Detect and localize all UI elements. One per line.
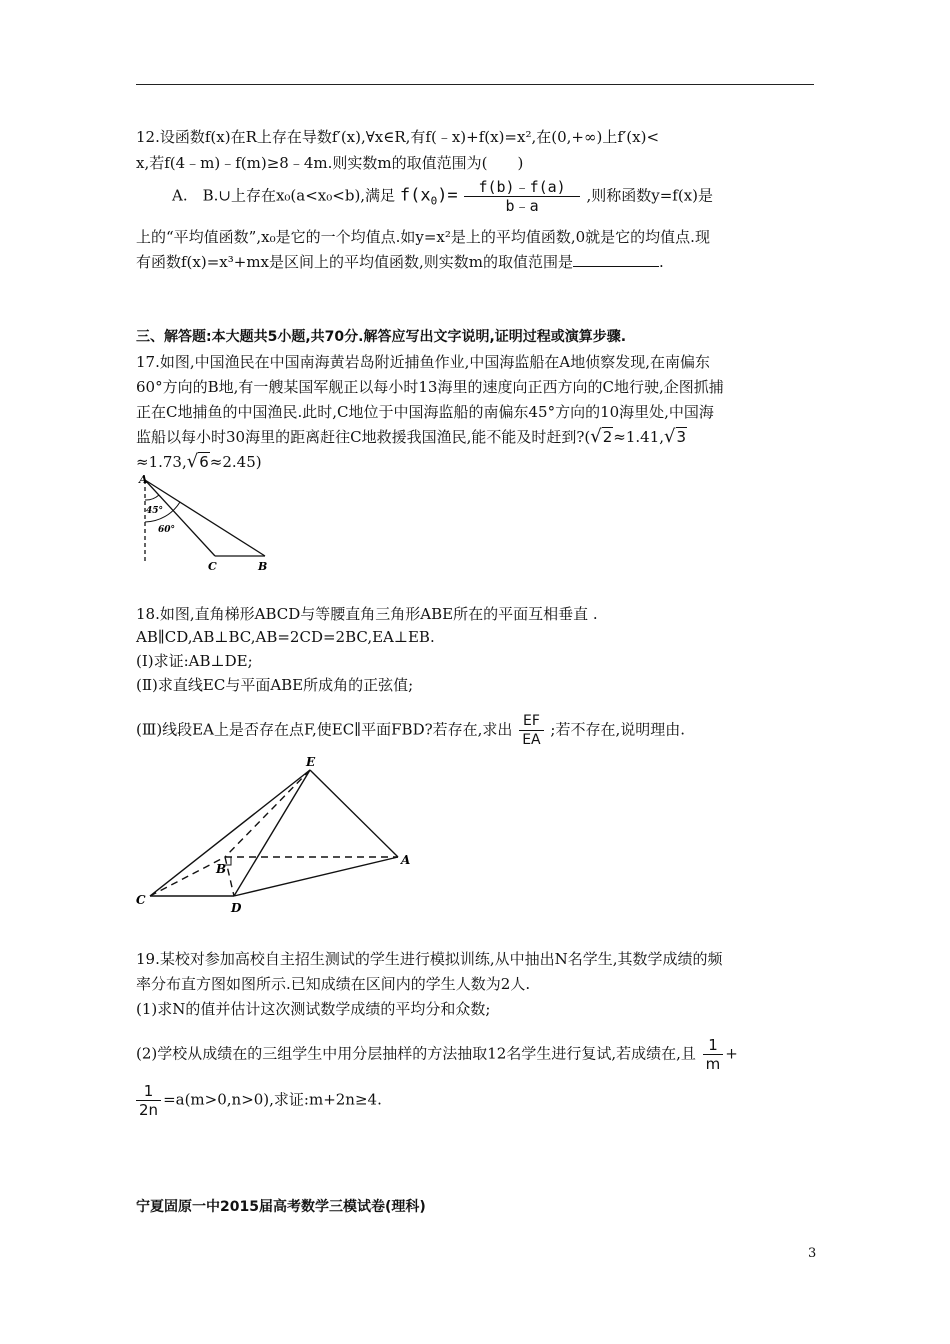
q17-line1: 17.如图,中国渔民在中国南海黄岩岛附近捕鱼作业,中国海监船在A地侦察发现,在南偏东	[136, 353, 710, 371]
q19-line5-post: =a(m>0,n>0),求证:m+2n≥4.	[163, 1090, 382, 1109]
q19-frac2-den: 2n	[139, 1101, 159, 1119]
q12-line3	[172, 178, 713, 215]
q18-edge-EC	[150, 770, 310, 896]
q18-edge-DA	[234, 857, 398, 896]
q19-line4-pre: (2)学校从成绩在的三组学生中用分层抽样的方法抽取12名学生进行复试,若成绩在,且	[136, 1044, 696, 1063]
q18-edge-ED	[234, 770, 310, 896]
q18-figure	[130, 752, 420, 920]
q12-line3-pre: A. B.∪上存在x₀(a<x₀<b),满足	[172, 186, 396, 205]
q18-line5	[136, 712, 685, 749]
q17-label-B: B	[258, 560, 268, 573]
q19-line2: 率分布直方图如图所示.已知成绩在区间内的学生人数为2人.	[136, 975, 531, 993]
q19-frac1-den: m	[705, 1055, 721, 1073]
q12-frac-num: f(b)﹣f(a)	[464, 178, 579, 197]
q18-label-E: E	[306, 755, 316, 769]
q17-label-A: A	[139, 473, 148, 486]
q12-line2: x,若f(4﹣m)﹣f(m)≥8﹣4m.则实数m的取值范围为( )	[136, 154, 524, 172]
q18-edge-EA	[310, 770, 398, 857]
q17-line4-pre: 监船以每小时30海里的距离赶往C地救援我国渔民,能不能及时赶到?(	[136, 428, 591, 446]
q18-label-D: D	[231, 901, 242, 915]
section3-heading: 三、解答题:本大题共5小题,共70分.解答应写出文字说明,证明过程或演算步骤.	[136, 329, 627, 345]
q12-line5-post: .	[659, 253, 664, 271]
q18-line4: (Ⅱ)求直线EC与平面ABE所成角的正弦值;	[136, 676, 414, 694]
q17-line3: 正在C地捕鱼的中国渔民.此时,C地位于中国海监船的南偏东45°方向的10海里处,中国海	[136, 403, 714, 421]
sqrt2-arg: 2	[602, 428, 613, 446]
q12-frac-den: b﹣a	[505, 197, 539, 215]
q18-edge-EB	[225, 770, 310, 857]
q18-line1: 18.如图,直角梯形ABCD与等腰直角三角形ABE所在的平面互相垂直 .	[136, 605, 598, 623]
q12-fx-sub: 0	[430, 194, 438, 208]
q18-frac-den: EA	[522, 732, 541, 748]
q17-line2: 60°方向的B地,有一艘某国军舰正以每小时13海里的速度向正西方向的C地行驶,企图抓捕	[136, 378, 724, 396]
sqrt6-arg: 6	[199, 453, 209, 471]
q17-arc-45	[145, 495, 159, 500]
q19-plus: +	[725, 1044, 738, 1063]
q18-label-A: A	[401, 853, 411, 867]
sqrt-symbol: √	[664, 426, 676, 447]
q18-edge-CB	[150, 857, 225, 896]
q12-line5-pre: 有函数f(x)=x³+mx是区间上的平均值函数,则实数m的取值范围是	[136, 253, 574, 271]
q12-line1: 12.设函数f(x)在R上存在导数f′(x),∀x∈R,有f(﹣x)+f(x)=x²,在(0,+∞)上f′(x)<	[136, 128, 660, 146]
sqrt3-arg: 3	[676, 428, 687, 446]
q17-line5	[136, 452, 262, 472]
q19-frac2-num: 1	[136, 1082, 161, 1101]
q19-fraction-1	[703, 1036, 724, 1073]
q17-label-C: C	[208, 560, 217, 573]
answer-blank	[573, 252, 659, 267]
q18-label-B: B	[216, 862, 227, 876]
q19-line3: (1)求N的值并估计这次测试数学成绩的平均分和众数;	[136, 1000, 491, 1018]
q18-line5-pre: (Ⅲ)线段EA上是否存在点F,使EC∥平面FBD?若存在,求出	[136, 720, 513, 739]
q17-label-60: 60°	[158, 525, 176, 535]
q12-line3-post: ,则称函数y=f(x)是	[586, 186, 714, 205]
q19-fraction-2	[136, 1082, 161, 1119]
q17-line4-mid: ≈1.41,	[613, 428, 665, 446]
sqrt-symbol: √	[186, 451, 199, 472]
q19-line1: 19.某校对参加高校自主招生测试的学生进行模拟训练,从中抽出N名学生,其数学成绩的频	[136, 950, 723, 968]
exam-title: 宁夏固原一中2015届高考数学三模试卷(理科)	[136, 1199, 426, 1215]
q18-line3: (Ⅰ)求证:AB⊥DE;	[136, 652, 253, 670]
q18-label-C: C	[136, 893, 146, 907]
q12-mean-fraction	[464, 178, 579, 215]
q19-line4	[136, 1036, 738, 1073]
q18-edge-BD	[225, 857, 234, 896]
q18-fraction	[519, 712, 543, 749]
q17-figure	[128, 470, 278, 575]
q12-line4: 上的“平均值函数”,x₀是它的一个均值点.如y=x²是上的平均值函数,0就是它的均值点.现	[136, 228, 710, 246]
q17-line5-post: ≈2.45)	[209, 453, 262, 471]
sqrt-symbol: √	[590, 426, 602, 447]
q18-line5-post: ;若不存在,说明理由.	[550, 720, 686, 739]
q17-label-45: 45°	[146, 506, 164, 516]
header-rule	[136, 84, 814, 85]
q12-line5	[136, 252, 664, 272]
q18-line2: AB∥CD,AB⊥BC,AB=2CD=2BC,EA⊥EB.	[136, 628, 435, 646]
q18-frac-num: EF	[519, 712, 543, 731]
q17-line5-pre: ≈1.73,	[136, 453, 187, 471]
q12-fx-end: )=	[437, 185, 458, 206]
q19-line5	[136, 1082, 382, 1119]
page-number: 3	[808, 1246, 817, 1261]
q19-frac1-num: 1	[703, 1036, 724, 1055]
q12-fx: f(x	[399, 185, 431, 206]
q17-line4	[136, 427, 687, 447]
